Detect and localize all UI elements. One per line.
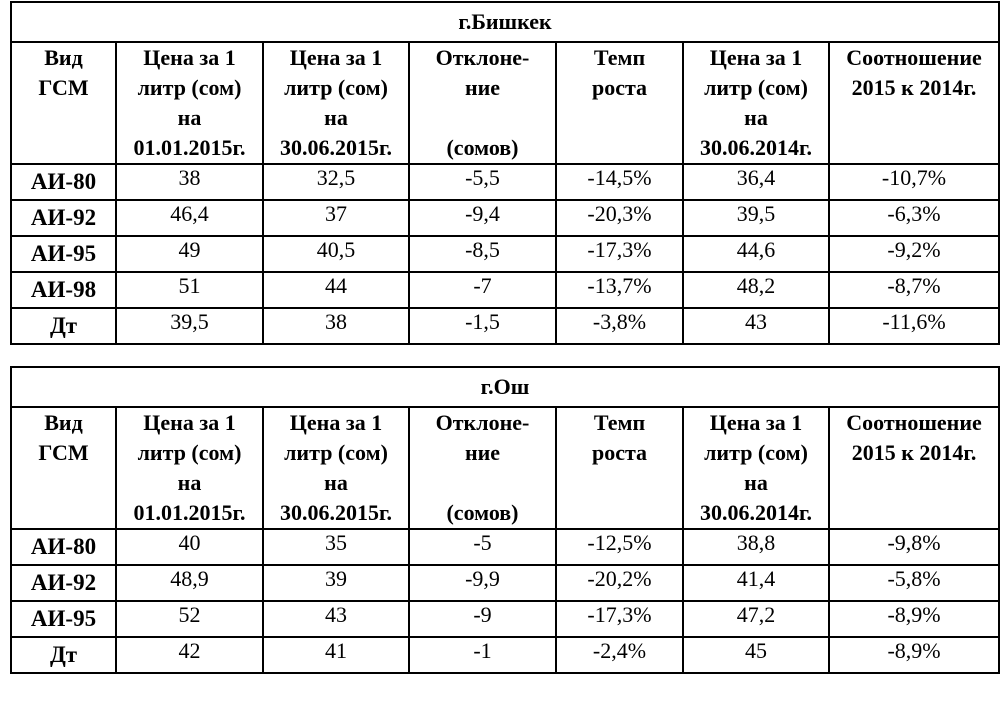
table-row bbox=[11, 200, 999, 236]
ratio-cell: -5,8% bbox=[829, 565, 999, 601]
header-price-start bbox=[116, 407, 263, 529]
header-text: Цена за 1 bbox=[289, 45, 383, 70]
table-row bbox=[11, 236, 999, 272]
header-text: 30.06.2014г. bbox=[699, 500, 812, 525]
price-start-cell: 49 bbox=[116, 236, 263, 272]
header-text: Вид bbox=[44, 45, 83, 70]
header-growth bbox=[556, 42, 683, 164]
growth-cell: -12,5% bbox=[556, 529, 683, 565]
header-text: Вид bbox=[44, 410, 83, 435]
price-end-cell: 37 bbox=[263, 200, 409, 236]
header-text: на bbox=[744, 105, 768, 130]
price-start-cell: 39,5 bbox=[116, 308, 263, 344]
header-price-prev bbox=[683, 42, 829, 164]
deviation-cell: -5 bbox=[409, 529, 556, 565]
table-row bbox=[11, 272, 999, 308]
header-text: литр (сом) bbox=[284, 75, 388, 100]
bishkek-fuel-table bbox=[10, 1, 1000, 345]
price-end-cell: 43 bbox=[263, 601, 409, 637]
growth-cell: -20,3% bbox=[556, 200, 683, 236]
price-start-cell: 48,9 bbox=[116, 565, 263, 601]
header-text: литр (сом) bbox=[137, 75, 242, 100]
header-text: Соотношение bbox=[846, 45, 982, 70]
table-row bbox=[11, 308, 999, 344]
header-text: 2015 к 2014г. bbox=[851, 75, 977, 100]
deviation-cell: -8,5 bbox=[409, 236, 556, 272]
ratio-cell: -8,9% bbox=[829, 601, 999, 637]
table-title-row bbox=[11, 367, 999, 407]
header-text: на bbox=[324, 470, 348, 495]
price-prev-cell: 38,8 bbox=[683, 529, 829, 565]
table-row bbox=[11, 565, 999, 601]
header-text: 01.01.2015г. bbox=[133, 500, 246, 525]
price-end-cell: 40,5 bbox=[263, 236, 409, 272]
header-text: (сомов) bbox=[446, 500, 519, 525]
deviation-cell: -1 bbox=[409, 637, 556, 673]
header-fuel-type bbox=[11, 407, 116, 529]
header-price-start bbox=[116, 42, 263, 164]
growth-cell: -20,2% bbox=[556, 565, 683, 601]
header-text: ние bbox=[464, 440, 501, 465]
ratio-cell: -9,8% bbox=[829, 529, 999, 565]
header-text: Цена за 1 bbox=[143, 45, 236, 70]
header-text: ГСМ bbox=[38, 75, 89, 100]
table-row bbox=[11, 637, 999, 673]
fuel-type-cell: АИ-95 bbox=[11, 236, 116, 272]
fuel-type-cell: АИ-80 bbox=[11, 529, 116, 565]
deviation-cell: -9,4 bbox=[409, 200, 556, 236]
deviation-cell: -5,5 bbox=[409, 164, 556, 200]
price-start-cell: 52 bbox=[116, 601, 263, 637]
header-text: литр (сом) bbox=[137, 440, 242, 465]
header-deviation bbox=[409, 42, 556, 164]
price-start-cell: 38 bbox=[116, 164, 263, 200]
ratio-cell: -9,2% bbox=[829, 236, 999, 272]
deviation-cell: -9 bbox=[409, 601, 556, 637]
price-end-cell: 39 bbox=[263, 565, 409, 601]
ratio-cell: -8,7% bbox=[829, 272, 999, 308]
ratio-cell: -8,9% bbox=[829, 637, 999, 673]
fuel-type-cell: АИ-98 bbox=[11, 272, 116, 308]
price-end-cell: 38 bbox=[263, 308, 409, 344]
header-text: на bbox=[177, 470, 202, 495]
header-text: (сомов) bbox=[446, 135, 519, 160]
price-prev-cell: 39,5 bbox=[683, 200, 829, 236]
growth-cell: -14,5% bbox=[556, 164, 683, 200]
header-text: Цена за 1 bbox=[143, 410, 236, 435]
header-text: ние bbox=[464, 75, 501, 100]
table-row bbox=[11, 601, 999, 637]
growth-cell: -2,4% bbox=[556, 637, 683, 673]
fuel-type-cell: Дт bbox=[11, 308, 116, 344]
header-text: Отклоне- bbox=[435, 410, 530, 435]
price-prev-cell: 44,6 bbox=[683, 236, 829, 272]
ratio-cell: -6,3% bbox=[829, 200, 999, 236]
header-text: на bbox=[177, 105, 202, 130]
header-text: на bbox=[324, 105, 348, 130]
deviation-cell: -9,9 bbox=[409, 565, 556, 601]
price-end-cell: 32,5 bbox=[263, 164, 409, 200]
price-prev-cell: 48,2 bbox=[683, 272, 829, 308]
header-row bbox=[11, 407, 999, 529]
city-title: г.Ош bbox=[11, 367, 999, 407]
header-text: 30.06.2015г. bbox=[279, 500, 392, 525]
table-row bbox=[11, 164, 999, 200]
header-growth bbox=[556, 407, 683, 529]
growth-cell: -17,3% bbox=[556, 236, 683, 272]
header-text: 30.06.2015г. bbox=[279, 135, 392, 160]
fuel-type-cell: Дт bbox=[11, 637, 116, 673]
price-start-cell: 51 bbox=[116, 272, 263, 308]
deviation-cell: -1,5 bbox=[409, 308, 556, 344]
header-deviation bbox=[409, 407, 556, 529]
fuel-type-cell: АИ-92 bbox=[11, 565, 116, 601]
header-text: роста bbox=[591, 440, 648, 465]
header-text: Соотношение bbox=[846, 410, 982, 435]
price-end-cell: 41 bbox=[263, 637, 409, 673]
header-text: роста bbox=[591, 75, 648, 100]
fuel-type-cell: АИ-92 bbox=[11, 200, 116, 236]
header-row bbox=[11, 42, 999, 164]
growth-cell: -3,8% bbox=[556, 308, 683, 344]
city-title: г.Бишкек bbox=[11, 2, 999, 42]
header-text: 30.06.2014г. bbox=[699, 135, 812, 160]
header-text: Темп bbox=[593, 45, 646, 70]
price-prev-cell: 36,4 bbox=[683, 164, 829, 200]
header-text: 2015 к 2014г. bbox=[851, 440, 977, 465]
header-text: Цена за 1 bbox=[709, 410, 803, 435]
price-start-cell: 46,4 bbox=[116, 200, 263, 236]
header-price-end bbox=[263, 407, 409, 529]
price-start-cell: 42 bbox=[116, 637, 263, 673]
header-text: 01.01.2015г. bbox=[133, 135, 246, 160]
header-ratio bbox=[829, 407, 999, 529]
header-text: на bbox=[744, 470, 768, 495]
deviation-cell: -7 bbox=[409, 272, 556, 308]
growth-cell: -17,3% bbox=[556, 601, 683, 637]
price-prev-cell: 47,2 bbox=[683, 601, 829, 637]
header-price-prev bbox=[683, 407, 829, 529]
header-price-end bbox=[263, 42, 409, 164]
header-text: Цена за 1 bbox=[289, 410, 383, 435]
header-text: литр (сом) bbox=[704, 440, 808, 465]
header-text: ГСМ bbox=[38, 440, 89, 465]
table-title-row bbox=[11, 2, 999, 42]
header-text: литр (сом) bbox=[284, 440, 388, 465]
ratio-cell: -10,7% bbox=[829, 164, 999, 200]
price-end-cell: 44 bbox=[263, 272, 409, 308]
ratio-cell: -11,6% bbox=[829, 308, 999, 344]
header-text: Цена за 1 bbox=[709, 45, 803, 70]
table-row bbox=[11, 529, 999, 565]
price-prev-cell: 45 bbox=[683, 637, 829, 673]
price-prev-cell: 43 bbox=[683, 308, 829, 344]
header-text: Отклоне- bbox=[435, 45, 530, 70]
fuel-type-cell: АИ-95 bbox=[11, 601, 116, 637]
osh-fuel-table bbox=[10, 366, 1000, 674]
growth-cell: -13,7% bbox=[556, 272, 683, 308]
price-end-cell: 35 bbox=[263, 529, 409, 565]
fuel-type-cell: АИ-80 bbox=[11, 164, 116, 200]
price-prev-cell: 41,4 bbox=[683, 565, 829, 601]
header-fuel-type bbox=[11, 42, 116, 164]
header-text: литр (сом) bbox=[704, 75, 808, 100]
header-text: Темп bbox=[593, 410, 646, 435]
header-ratio bbox=[829, 42, 999, 164]
price-start-cell: 40 bbox=[116, 529, 263, 565]
